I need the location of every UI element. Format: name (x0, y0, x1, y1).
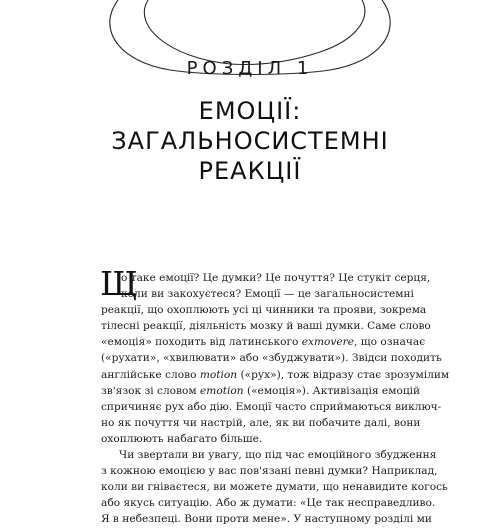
paragraph-1-line-9: спричиняє рух або дію. Емоції часто сприймаються виключ- (101, 400, 442, 413)
italic-emotion: emotion (200, 384, 244, 397)
paragraph-2-line-2: з кожною емоцією у вас пов'язані певні думки? Наприклад, (101, 465, 438, 478)
chapter-number-label: РОЗДІЛ 1 (186, 58, 314, 79)
line-5-tail: , що означає (354, 336, 426, 349)
chapter-title (0, 96, 500, 186)
italic-motion: motion (199, 368, 238, 381)
line-8-tail: («емоція»). Активізація емоцій (246, 384, 421, 397)
italic-exmovere: exmovere (301, 336, 355, 349)
paragraph-1-line-11: охоплюють набагато більше. (101, 432, 263, 445)
drop-cap-letter: Щ (100, 264, 138, 303)
inner-arc (144, 0, 365, 65)
paragraph-2-line-3: коли ви гніваєтеся, ви можете думати, що ненавидите когось (101, 481, 448, 494)
paragraph-2-line-4: або якусь ситуацію. Або ж думати: «Це так несправедливо. (101, 497, 436, 510)
paragraph-1-line-4: тілесні реакції, діяльність мозку й ваші думки. Саме слово (101, 320, 431, 333)
line-7-text: англійське слово (101, 368, 197, 381)
chapter-title-line-1: ЕМОЦІЇ: (198, 97, 302, 125)
paragraph-2-line-1: Чи звертали ви увагу, що під час емоційного збудження (119, 449, 437, 462)
body-text (100, 264, 450, 528)
paragraph-1-line-8 (101, 383, 421, 399)
line-5-text: «емоція» походить від латинського (101, 336, 299, 349)
line-8-text: зв'язок зі словом (101, 384, 197, 397)
line-7-tail: («рух»), тож відразу стає зрозумілим (240, 368, 450, 381)
paragraph-1-line-10: но як почуття чи настрій, але, як ви побачите далі, вони (101, 416, 421, 429)
chapter-title-line-3: РЕАКЦІЇ (198, 157, 302, 185)
paragraph-1-line-6: («рухати», «хвилювати» або «збуджувати»). Звідси походить (101, 352, 442, 365)
paragraph-1-line-5 (101, 334, 426, 350)
chapter-title-line-2: ЗАГАЛЬНОСИСТЕМНІ (111, 127, 389, 155)
line-1-text: о таке емоції? Це думки? Це почуття? Це стукіт серця, (121, 272, 431, 284)
paragraph-1-line-2: коли ви закохуєтеся? Емоції — це загальносистемні (121, 288, 414, 301)
paragraph-2-line-5: Я в небезпеці. Вони проти мене». У наступному розділі ми (101, 513, 432, 526)
paragraph-1-line-3: реакції, що охоплюють усі ці чинники та прояви, зокрема (101, 304, 427, 317)
paragraph-1-line-7 (101, 367, 450, 383)
